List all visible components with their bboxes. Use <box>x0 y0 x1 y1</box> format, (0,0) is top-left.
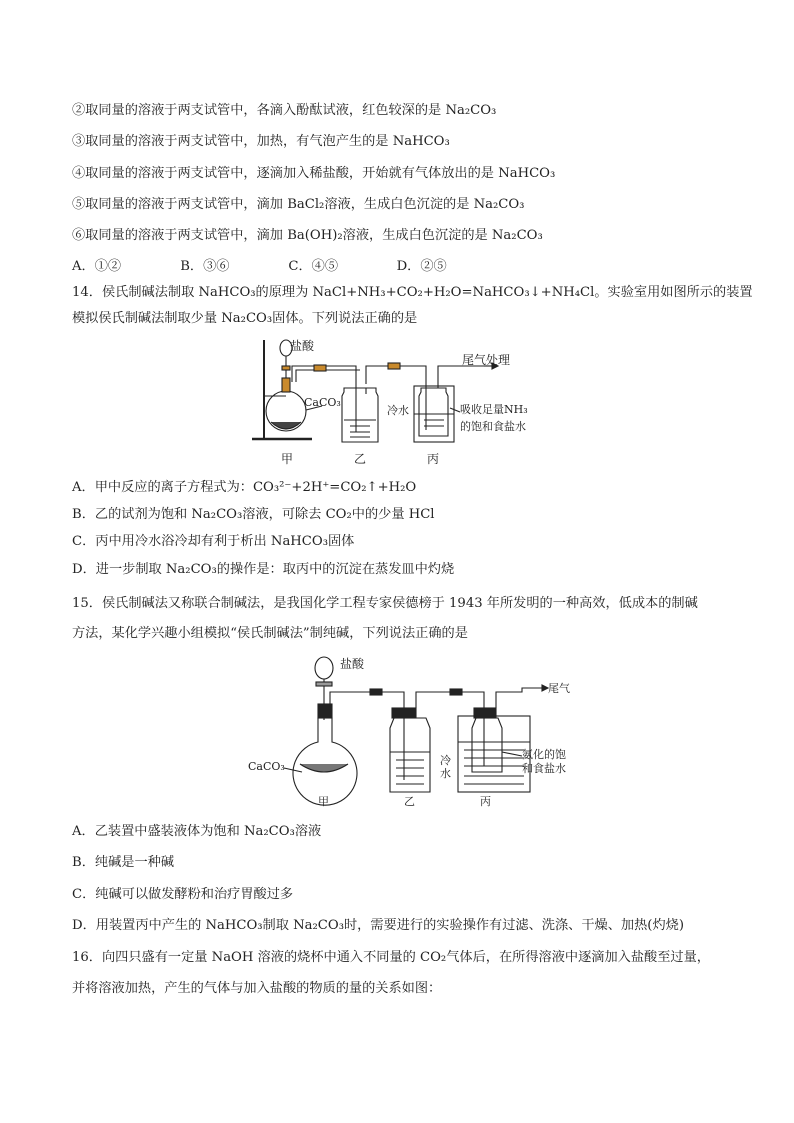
q15-label-cold-1: 冷 <box>440 754 451 767</box>
q14-stem-line-1: 14．侯氏制碱法制取 NaHCO₃的原理为 NaCl+NH₃+CO₂+H₂O=NaHCO₃↓+NH₄Cl。实验室用如图所示的装置 <box>72 285 753 300</box>
q15-option-d[interactable]: D．用装置丙中产生的 NaHCO₃制取 Na₂CO₃时，需要进行的实验操作有过滤、洗涤、干燥、加热(灼烧) <box>72 918 684 933</box>
q14-label-yi: 乙 <box>354 452 367 466</box>
q15-label-hcl: 盐酸 <box>340 657 365 671</box>
q15-label-jia: 甲 <box>318 795 329 808</box>
q14-label-cold-water: 冷水 <box>387 404 409 417</box>
q15-label-caco3: CaCO₃ <box>248 760 285 773</box>
q15-stem-line-2: 方法，某化学兴趣小组模拟“侯氏制碱法”制纯碱，下列说法正确的是 <box>72 626 468 641</box>
q14-label-hcl: 盐酸 <box>290 339 315 353</box>
q15-option-a[interactable]: A．乙装置中盛装液体为饱和 Na₂CO₃溶液 <box>72 824 322 839</box>
q14-option-c[interactable]: C．丙中用冷水浴冷却有利于析出 NaHCO₃固体 <box>72 534 355 549</box>
q13-option-b[interactable]: B．③⑥ <box>180 259 230 274</box>
q13-statement-2: ②取同量的溶液于两支试管中，各滴入酚酞试液，红色较深的是 Na₂CO₃ <box>72 103 497 118</box>
q13-option-c[interactable]: C．④⑤ <box>288 259 339 274</box>
q13-option-d[interactable]: D．②⑤ <box>396 259 447 274</box>
q13-statement-6: ⑥取同量的溶液于两支试管中，滴加 Ba(OH)₂溶液，生成白色沉淀的是 Na₂CO₃ <box>72 228 543 243</box>
q15-option-c[interactable]: C．纯碱可以做发酵粉和治疗胃酸过多 <box>72 887 294 902</box>
q15-stem-line-1: 15．侯氏制碱法又称联合制碱法，是我国化学工程专家侯德榜于 1943 年所发明的一种高效，低成本的制碱 <box>72 596 698 611</box>
q15-label-yi: 乙 <box>404 795 415 808</box>
q14-option-b[interactable]: B．乙的试剂为饱和 Na₂CO₃溶液，可除去 CO₂中的少量 HCl <box>72 507 435 522</box>
q14-label-absorb-2: 的饱和食盐水 <box>460 420 526 433</box>
q15-label-ammonia-1: 氨化的饱 <box>522 748 566 761</box>
q14-option-a[interactable]: A．甲中反应的离子方程式为：CO₃²⁻+2H⁺=CO₂↑+H₂O <box>72 480 417 495</box>
q16-stem-line-1: 16．向四只盛有一定量 NaOH 溶液的烧杯中通入不同量的 CO₂气体后，在所得溶液中逐滴加入盐酸至过量， <box>72 950 710 965</box>
q14-label-absorb-1: 吸收足量NH₃ <box>460 403 528 416</box>
q15-label-cold-2: 水 <box>440 767 451 780</box>
q13-statement-5: ⑤取同量的溶液于两支试管中，滴加 BaCl₂溶液，生成白色沉淀的是 Na₂CO₃ <box>72 197 525 212</box>
q14-label-jia: 甲 <box>281 452 294 466</box>
q13-statement-4: ④取同量的溶液于两支试管中，逐滴加入稀盐酸，开始就有气体放出的是 NaHCO₃ <box>72 166 556 181</box>
q14-option-d[interactable]: D．进一步制取 Na₂CO₃的操作是：取丙中的沉淀在蒸发皿中灼烧 <box>72 562 455 577</box>
q13-options <box>72 258 501 276</box>
q14-stem-line-2: 模拟侯氏制碱法制取少量 Na₂CO₃固体。下列说法正确的是 <box>72 311 418 326</box>
q14-label-caco3: CaCO₃ <box>304 396 341 409</box>
q15-label-bing: 丙 <box>480 795 491 808</box>
q15-label-tail-gas: 尾气 <box>548 682 570 695</box>
q14-label-tail-gas: 尾气处理 <box>462 353 511 367</box>
q14-label-bing: 丙 <box>427 452 440 466</box>
q13-statement-3: ③取同量的溶液于两支试管中，加热，有气泡产生的是 NaHCO₃ <box>72 134 450 149</box>
q15-label-ammonia-2: 和食盐水 <box>522 762 566 775</box>
q14-apparatus-diagram <box>246 336 566 471</box>
q15-apparatus-diagram <box>244 652 574 812</box>
q16-stem-line-2: 并将溶液加热，产生的气体与加入盐酸的物质的量的关系如图： <box>72 981 442 996</box>
q15-option-b[interactable]: B．纯碱是一种碱 <box>72 855 175 870</box>
q13-option-a[interactable]: A．①② <box>72 259 122 274</box>
